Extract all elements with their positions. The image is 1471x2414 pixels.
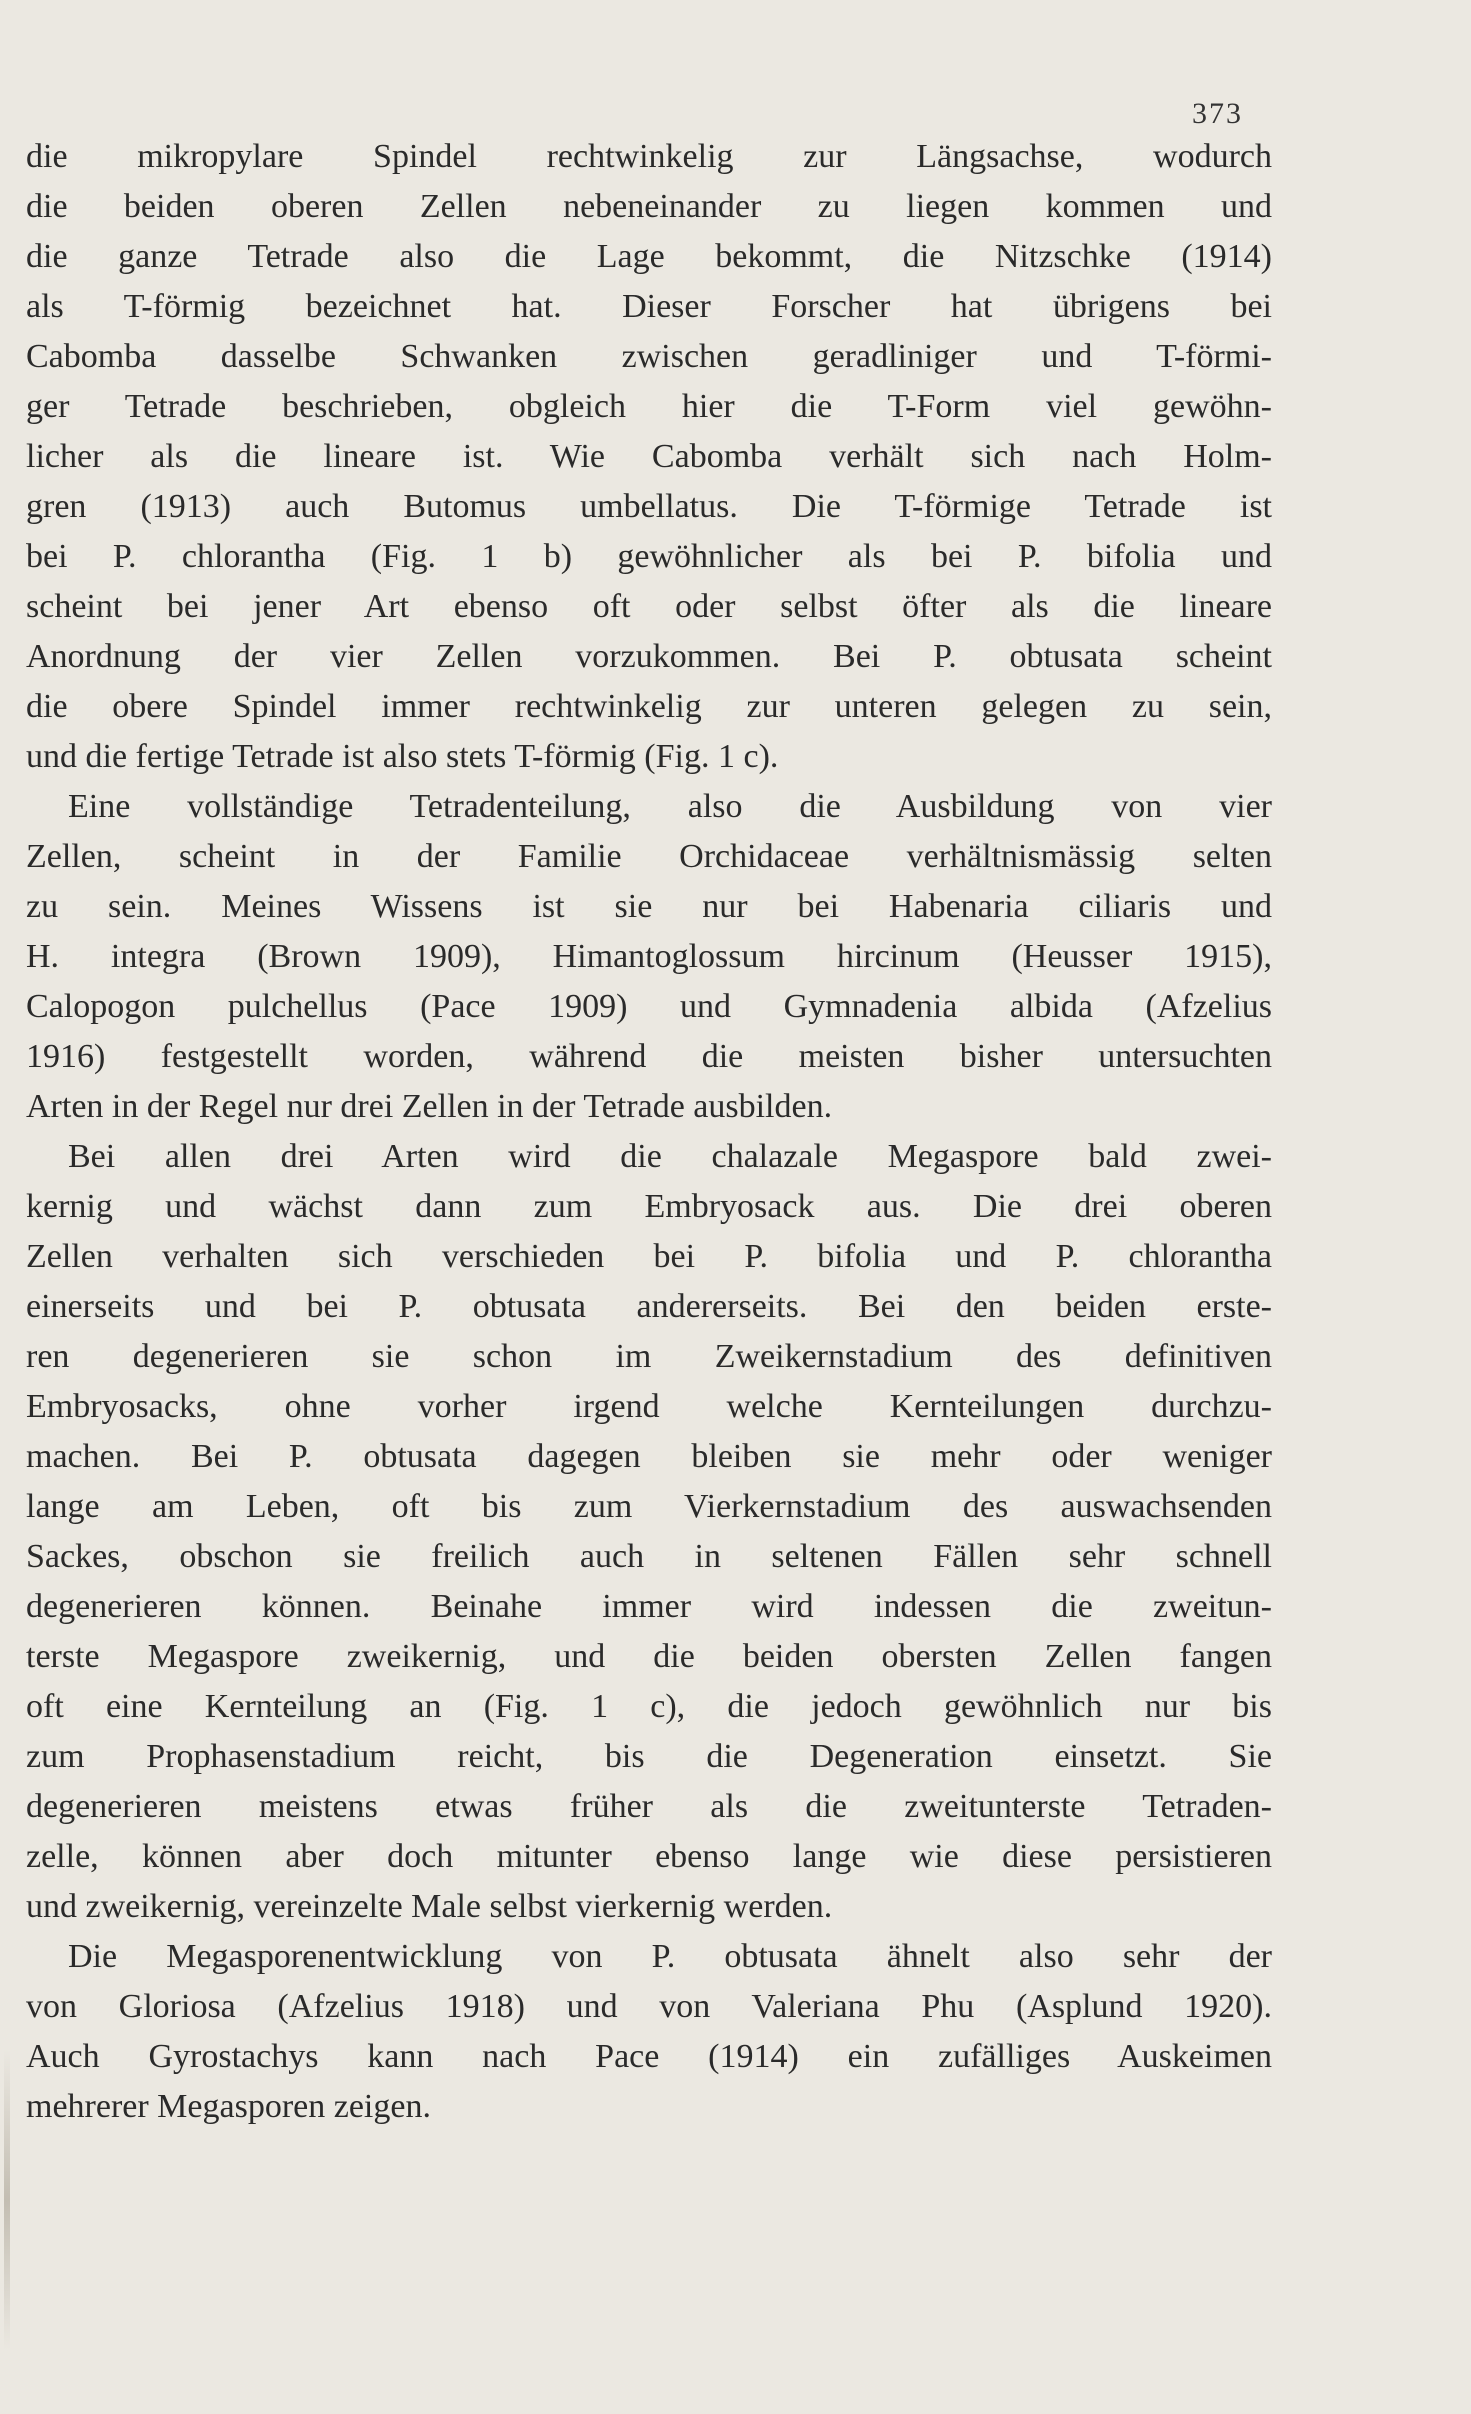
page-edge-mark <box>4 2050 10 2350</box>
text-line: gren (1913) auch Butomus umbellatus. Die T-förmige Tetrade ist <box>26 488 1272 525</box>
text-line: Calopogon pulchellus (Pace 1909) und Gymnadenia albida (Afzelius <box>26 988 1272 1025</box>
text-line: Zellen verhalten sich verschieden bei P. bifolia und P. chlorantha <box>26 1238 1272 1275</box>
text-line: H. integra (Brown 1909), Himantoglossum hircinum (Heusser 1915), <box>26 938 1272 975</box>
text-line: scheint bei jener Art ebenso oft oder selbst öfter als die lineare <box>26 588 1272 625</box>
text-line: die mikropylare Spindel rechtwinkelig zur Längsachse, wodurch <box>26 138 1272 175</box>
text-line: von Gloriosa (Afzelius 1918) und von Valeriana Phu (Asplund 1920). <box>26 1988 1272 2025</box>
text-line: degenerieren meistens etwas früher als die zweitunterste Tetraden- <box>26 1788 1272 1825</box>
text-line: ren degenerieren sie schon im Zweikernstadium des definitiven <box>26 1338 1272 1375</box>
text-line: kernig und wächst dann zum Embryosack aus. Die drei oberen <box>26 1188 1272 1225</box>
text-line: die obere Spindel immer rechtwinkelig zur unteren gelegen zu sein, <box>26 688 1272 725</box>
text-line: als T-förmig bezeichnet hat. Dieser Forscher hat übrigens bei <box>26 288 1272 325</box>
text-line: 1916) festgestellt worden, während die meisten bisher untersuchten <box>26 1038 1272 1075</box>
text-line: die ganze Tetrade also die Lage bekommt, die Nitzschke (1914) <box>26 238 1272 275</box>
text-line: Die Megasporenentwicklung von P. obtusata ähnelt also sehr der <box>68 1938 1272 1975</box>
text-line: zum Prophasenstadium reicht, bis die Degeneration einsetzt. Sie <box>26 1738 1272 1775</box>
text-line: die beiden oberen Zellen nebeneinander zu liegen kommen und <box>26 188 1272 225</box>
text-line: Bei allen drei Arten wird die chalazale Megaspore bald zwei- <box>68 1138 1272 1175</box>
text-line: Eine vollständige Tetradenteilung, also die Ausbildung von vier <box>68 788 1272 825</box>
text-line: terste Megaspore zweikernig, und die beiden obersten Zellen fangen <box>26 1638 1272 1675</box>
text-line: lange am Leben, oft bis zum Vierkernstadium des auswachsenden <box>26 1488 1272 1525</box>
text-line: einerseits und bei P. obtusata andererseits. Bei den beiden erste- <box>26 1288 1272 1325</box>
text-line: Zellen, scheint in der Familie Orchidaceae verhältnismässig selten <box>26 838 1272 875</box>
text-line: ger Tetrade beschrieben, obgleich hier die T-Form viel gewöhn- <box>26 388 1272 425</box>
text-line: machen. Bei P. obtusata dagegen bleiben sie mehr oder weniger <box>26 1438 1272 1475</box>
text-line: Anordnung der vier Zellen vorzukommen. Bei P. obtusata scheint <box>26 638 1272 675</box>
body-text <box>26 132 1272 2132</box>
text-line: zu sein. Meines Wissens ist sie nur bei Habenaria ciliaris und <box>26 888 1272 925</box>
text-line: bei P. chlorantha (Fig. 1 b) gewöhnlicher als bei P. bifolia und <box>26 538 1272 575</box>
text-line: degenerieren können. Beinahe immer wird indessen die zweitun- <box>26 1588 1272 1625</box>
text-line: zelle, können aber doch mitunter ebenso lange wie diese persistieren <box>26 1838 1272 1875</box>
text-line: mehrerer Megasporen zeigen. <box>26 2088 431 2125</box>
text-line: Cabomba dasselbe Schwanken zwischen geradliniger und T-förmi- <box>26 338 1272 375</box>
text-line: oft eine Kernteilung an (Fig. 1 c), die jedoch gewöhnlich nur bis <box>26 1688 1272 1725</box>
text-line: licher als die lineare ist. Wie Cabomba verhält sich nach Holm- <box>26 438 1272 475</box>
text-line: Auch Gyrostachys kann nach Pace (1914) ein zufälliges Auskeimen <box>26 2038 1272 2075</box>
text-line: Arten in der Regel nur drei Zellen in der Tetrade ausbilden. <box>26 1088 833 1125</box>
text-line: Sackes, obschon sie freilich auch in seltenen Fällen sehr schnell <box>26 1538 1272 1575</box>
text-line: Embryosacks, ohne vorher irgend welche Kernteilungen durchzu- <box>26 1388 1272 1425</box>
text-line: und zweikernig, vereinzelte Male selbst vierkernig werden. <box>26 1888 833 1925</box>
page-number: 373 <box>1192 97 1243 130</box>
text-line: und die fertige Tetrade ist also stets T-förmig (Fig. 1 c). <box>26 738 779 775</box>
